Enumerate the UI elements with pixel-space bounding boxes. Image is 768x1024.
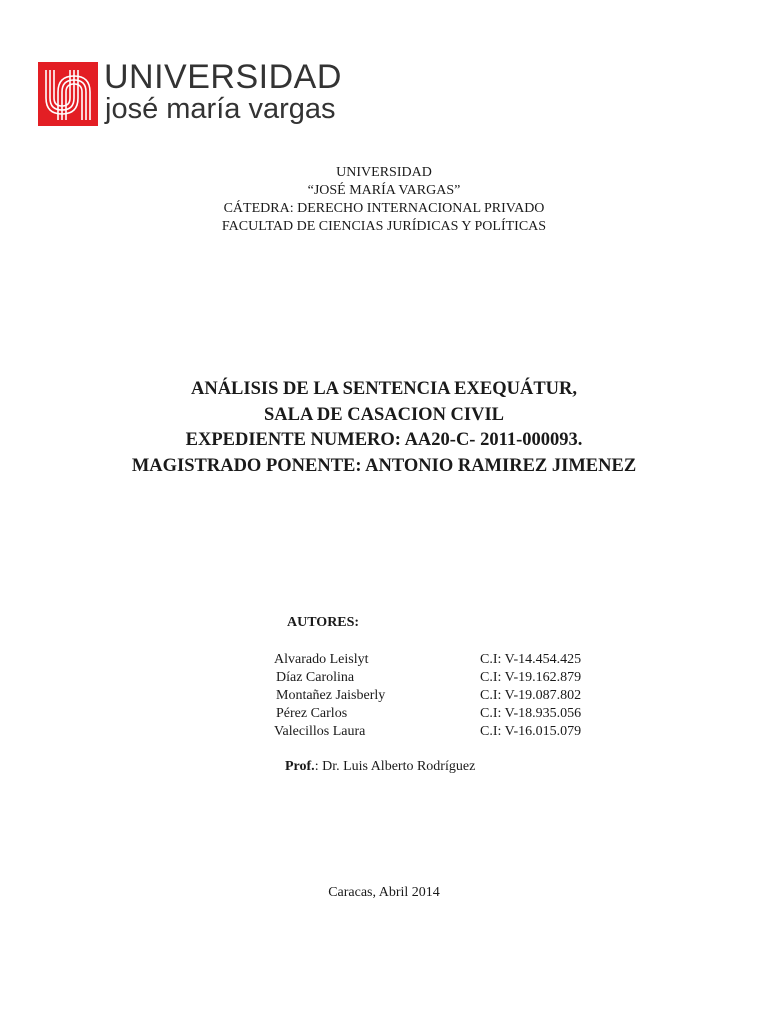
logo-wordmark — [102, 58, 342, 128]
author-name: Alvarado Leislyt — [274, 652, 369, 667]
logo-line-universidad: UNIVERSIDAD — [104, 58, 342, 96]
author-id: C.I: V-19.162.879 — [480, 670, 582, 685]
author-id: C.I: V-18.935.056 — [480, 706, 582, 721]
author-name: Montañez Jaisberly — [276, 688, 386, 703]
university-emblem-icon — [38, 62, 98, 126]
place-date: Caracas, Abril 2014 — [328, 885, 440, 900]
university-logo — [38, 58, 342, 128]
professor-line — [285, 758, 475, 776]
author-name: Díaz Carolina — [276, 670, 355, 685]
author-row — [274, 723, 614, 741]
title-line: EXPEDIENTE NUMERO: AA20-C- 2011-000093. — [185, 430, 583, 450]
author-row — [274, 669, 614, 687]
institution-header — [0, 164, 768, 236]
professor-name: : Dr. Luis Alberto Rodríguez — [314, 759, 476, 774]
author-name: Pérez Carlos — [276, 706, 348, 721]
author-row — [274, 687, 614, 705]
professor-label: Prof. — [285, 759, 315, 774]
author-id: C.I: V-14.454.425 — [480, 652, 582, 667]
author-row — [274, 705, 614, 723]
institution-line: UNIVERSIDAD — [336, 165, 432, 180]
document-title — [0, 377, 768, 479]
title-line: SALA DE CASACION CIVIL — [263, 404, 505, 425]
title-line: ANÁLISIS DE LA SENTENCIA EXEQUÁTUR, — [190, 379, 578, 399]
logo-line-jose-maria-vargas: josé maría vargas — [105, 93, 336, 125]
author-name: Valecillos Laura — [274, 724, 366, 739]
author-id: C.I: V-19.087.802 — [480, 688, 582, 703]
institution-line: CÁTEDRA: DERECHO INTERNACIONAL PRIVADO — [223, 201, 545, 216]
institution-line: “JOSÉ MARÍA VARGAS” — [307, 183, 461, 198]
authors-heading: AUTORES: — [287, 615, 360, 630]
author-id: C.I: V-16.015.079 — [480, 724, 582, 739]
title-line: MAGISTRADO PONENTE: ANTONIO RAMIREZ JIMENEZ — [131, 455, 637, 476]
institution-line: FACULTAD DE CIENCIAS JURÍDICAS Y POLÍTICAS — [221, 219, 547, 234]
author-row — [274, 651, 614, 669]
